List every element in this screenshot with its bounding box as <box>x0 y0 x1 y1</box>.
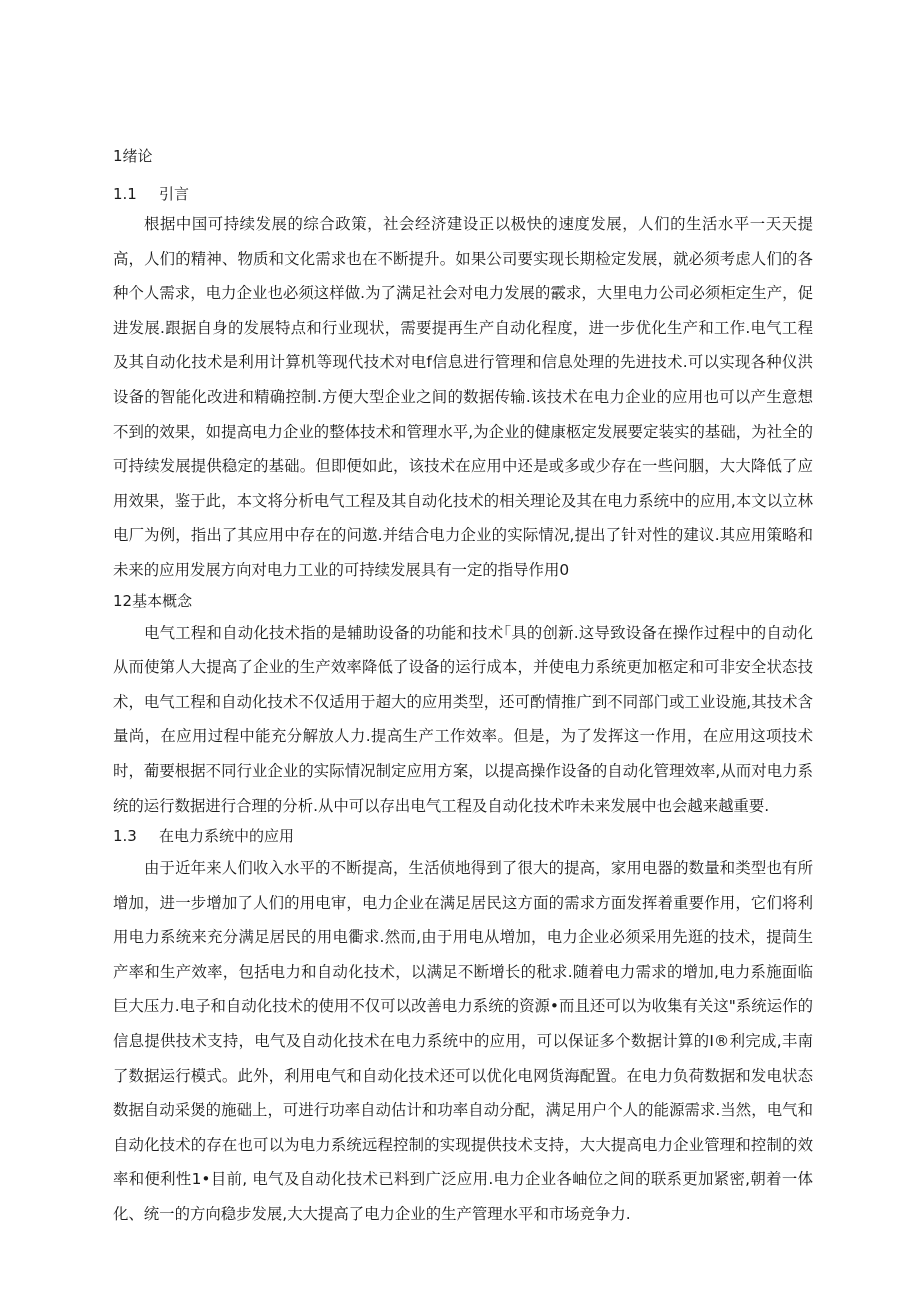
section-heading-1-2 <box>113 588 813 614</box>
section-title: 基本概念 <box>132 591 193 610</box>
section-title: 引言 <box>159 185 190 203</box>
section-title: 在电力系统中的应用 <box>159 827 295 846</box>
section-number: 1.3 <box>113 827 137 846</box>
chapter-title: 1绪论 <box>113 147 153 165</box>
section-paragraph-intro: 根据中国可持续发展的综合政策，社会经济建设正以极快的速度发展，人们的生活水平一天天提高，人们的精神、物质和文化需求也在不断提升。如果公司要实现长期检定发展，就必须考虑人们的各种个人需求，电力企业也必须这样做.为了满足社会对电力发展的霰求，大里电力公司必须柜定生产，促进发展.跟据自身的发展特点和行业现状，需要提再生产自动化程度，进一步优化生产和工作.电气工程及其自动化技术是利用计算机等现代技术对电f信息进行管理和信息处理的先进技术.可以实现各种仪洪设备的智能化改进和精确控制.方便大型企业之间的数据传输.该技术在电力企业的应用也可以产生意想不到的效果，如提高电力企业的整体技术和管理水平,为企业的健康柩定发展要定装实的基础，为社全的可持续发展提供稳定的基础。但即便如此，该技术在应用中还是或多或少存在一些问胭，大大降低了应用效果，鉴于此，本文将分析电气工程及其自动化技术的相关理论及其在电力系统中的应用,本文以立林电厂为例，指出了其应用中存在的问遨.并结合电力企业的实际情况,提出了针对性的建议.其应用策略和未来的应用发展方向对电力工业的可持续发展具有一定的指导作用0 <box>113 215 813 579</box>
section-paragraph-application: 由于近年来人们收入水平的不断提高，生活侦地得到了很大的提高，家用电器的数量和类型也有所增加，进一步增加了人们的用电审，电力企业在满足居民这方面的需求方面发挥着重要作用，它们将利用电力系统来充分满足居民的用电衢求.然而,由于用电从増加，电力企业必须采用先逛的技术，提茼生产率和生产效率，包括电力和自动化技术，以满足不断增长的秕求.随着电力需求的增加,电力系施面临巨大压力.电子和自动化技术的使用不仅可以改善电力系统的资源•而且还可以为收集有关这"系统运作的信息提供技术支持，电气及自动化技术在电力系统中的应用，可以保证多个数据计算的I®利完成,丰南了数据运行模式。此外，利用电气和自动化技术还可以优化电网货海配置。在电力负荷数据和发电状态数据自动采煲的施础上，可进行功率自动估计和功率自动分配，满足用户个人的能源需求.当然，电气和自动化技术的存在也可以为电力系统远程控制的实现提供技术支持，大大提高电力企业管理和控制的效率和便利性1•目前, 电气及自动化技术已料到广泛应用.电力企业各岫位之间的联系更加紧密,朝着一体化、统一的方向稳步发展,大大提高了电力企业的生产管理水平和市场竞争力. <box>113 859 813 1224</box>
section-heading-1-3 <box>113 823 813 849</box>
document-body <box>113 143 813 1232</box>
section-number: 12 <box>113 591 133 610</box>
section-paragraph-concepts: 电气工程和自动化技术指的是辅助设备的功能和技术｢具的创新.这导致设备在操作过程中的自动化从而使第人大提高了企业的生产效率降低了设备的运行成本，并使电力系统更加柩定和可非安全状态技术，电气工程和自动化技术不仅适用于超大的应用类型，还可酌情推广到不同部门或工业设施,其技术含量尚，在应用过程中能充分解放人力.提高生产工作效率。但是，为了发挥这一作用，在应用这项技术时，葡要根据不同行业企业的实际情况制定应用方案，以提高操作设备的自动化管理效率,从而对电力系统的运行数据进行合理的分析.从中可以存出电气工程及自动化技术咋未来发展中也会越来越重要. <box>113 623 813 815</box>
section-number: 1.1 <box>113 185 137 203</box>
section-heading-1-1 <box>113 181 813 207</box>
